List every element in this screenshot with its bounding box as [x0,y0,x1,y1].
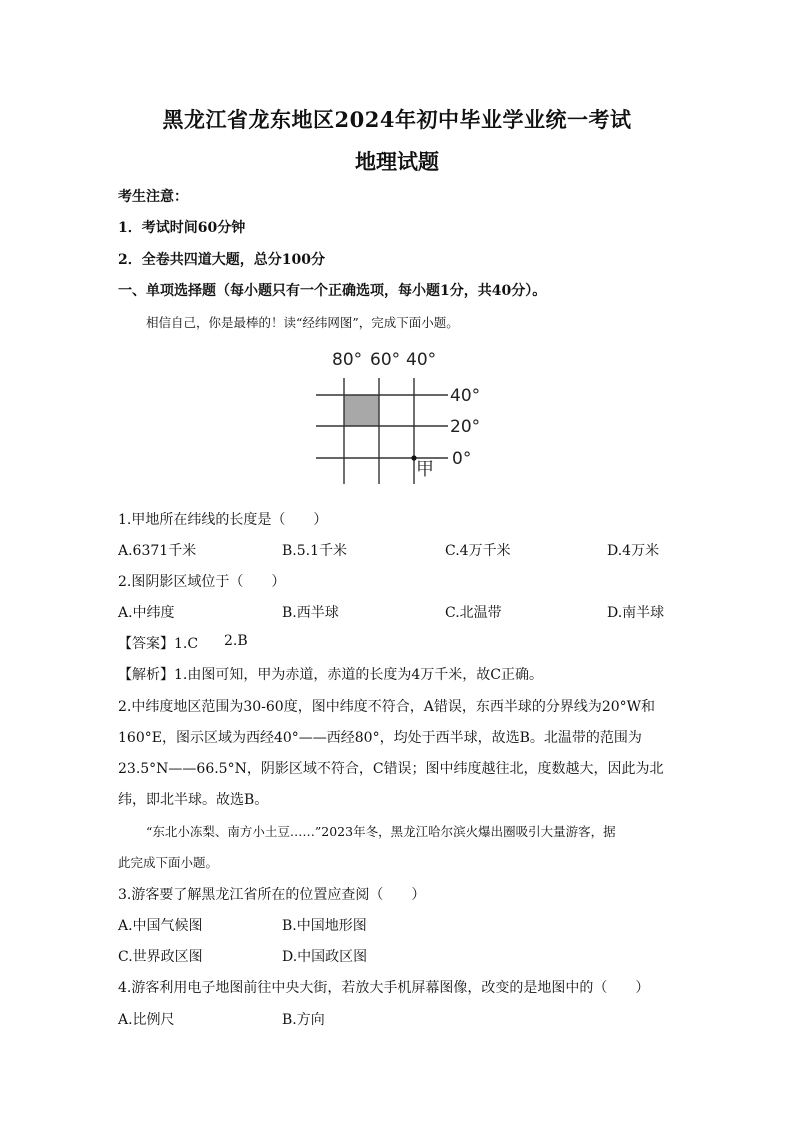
q1-option-c: C.4万千米 [445,543,511,559]
q2-option-b: B.西半球 [282,605,339,621]
point-jia-label: 甲 [416,459,434,480]
graticule-map [310,344,490,490]
q3-stem: 3.游客要了解黑龙江省所在的位置应查阅（ ） [118,887,426,903]
q1-option-d: D.4万米 [607,543,660,559]
q3-option-b: B.中国地形图 [282,918,367,934]
section-heading: 一、单项选择题（每小题只有一个正确选项，每小题1分，共40分）。 [118,283,547,299]
shaded-region [344,395,379,426]
analysis-line-2: 2.中纬度地区范围为30-60度，图中纬度不符合，A错误，东西半球的分界线为20°W和 [118,699,656,715]
passage-line-2: 此完成下面小题。 [118,855,219,870]
lon-label-80: 80° [332,350,363,370]
q1-stem: 1.甲地所在纬线的长度是（ ） [118,512,328,528]
exam-subtitle: 地理试题 [355,149,439,174]
q3-option-d: D.中国政区图 [282,949,368,965]
lat-label-20: 20° [450,417,481,437]
lat-label-0: 0° [452,449,472,469]
passage-line-1: “东北小冻梨、南方小土豆……”2023年冬，黑龙江哈尔滨火爆出圈吸引大量游客，据 [146,824,616,839]
answer-second: 2.B [224,633,248,649]
q2-stem: 2.图阴影区域位于（ ） [118,574,286,590]
analysis-line-1: 【解析】1.由图可知，甲为赤道，赤道的长度为4万千米，故C正确。 [118,667,543,683]
section-intro: 相信自己，你是最棒的！读“经纬网图”，完成下面小题。 [146,315,459,330]
q1-option-a: A.6371千米 [118,543,197,559]
lon-label-40: 40° [406,350,437,370]
q2-option-d: D.南半球 [607,605,665,621]
q1-option-b: B.5.1千米 [282,543,348,559]
q2-option-a: A.中纬度 [118,605,175,621]
q3-option-a: A.中国气候图 [118,918,203,934]
q4-stem: 4.游客利用电子地图前往中央大街，若放大手机屏幕图像，改变的是地图中的（ ） [118,980,650,996]
lat-label-40: 40° [450,386,481,406]
q4-option-a: A.比例尺 [118,1012,175,1028]
q4-option-b: B.方向 [282,1012,325,1028]
q3-option-c: C.世界政区图 [118,949,203,965]
analysis-line-3: 160°E，图示区域为西经40°——西经80°，均处于西半球，故选B。北温带的范围为 [118,730,642,746]
exam-title: 黑龙江省龙东地区2024年初中毕业学业统一考试 [162,107,632,132]
notice-heading: 考生注意： [118,189,188,205]
analysis-line-5: 纬，即北半球。故选B。 [118,792,269,808]
q2-option-c: C.北温带 [445,605,502,621]
notice-item-2: 2．全卷共四道大题，总分100分 [118,252,325,268]
answer-label: 【答案】1.C [118,636,199,652]
analysis-line-4: 23.5°N——66.5°N，阴影区域不符合，C错误；图中纬度越往北，度数越大，因此为北 [118,761,664,777]
notice-item-1: 1．考试时间60分钟 [118,220,246,236]
lon-label-60: 60° [370,350,401,370]
